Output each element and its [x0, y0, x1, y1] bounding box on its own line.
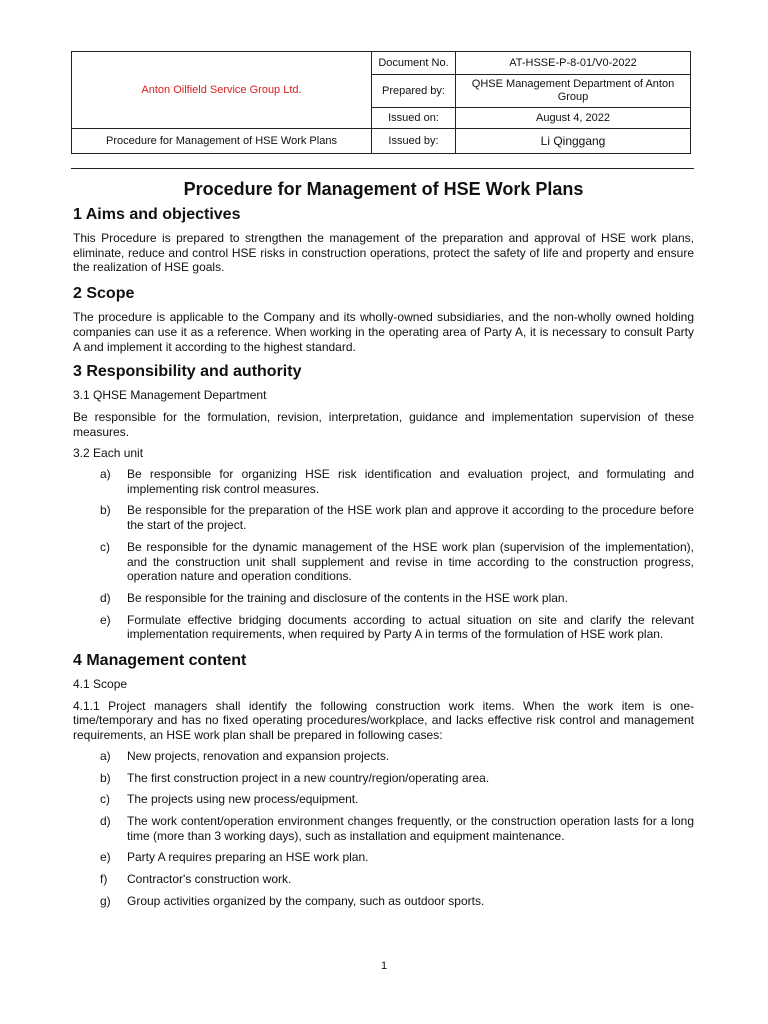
list-item — [73, 850, 694, 865]
list-text: Formulate effective bridging documents according to actual situation on site and clarify the relevant implementation requirements, when required by Party A in terms of the formulation of HSE work plan. — [127, 612, 694, 642]
document-title: Procedure for Management of HSE Work Plans — [183, 179, 584, 199]
list-item — [73, 771, 694, 786]
list-text: The first construction project in a new country/region/operating area. — [127, 770, 490, 785]
list-item — [73, 613, 694, 642]
list-text: The work content/operation environment changes frequently, or the construction operation lasts for a long time (more than 3 working days), such as installation and equipment maintenance. — [127, 813, 694, 843]
section-4-1-1-text: 4.1.1 Project managers shall identify the following construction work items. When the work item is one-time/temporary and has no fixed operating procedures/workplace, and lacks effective risk control and management requirements, an HSE work plan shall be prepared in following cases: — [73, 698, 694, 743]
list-text: Be responsible for the training and disclosure of the contents in the HSE work plan. — [127, 590, 568, 605]
list-text: New projects, renovation and expansion projects. — [127, 748, 390, 763]
document-no-label: Document No. — [372, 52, 456, 75]
issued-by-value: Li Qinggang — [456, 129, 691, 154]
list-text: Be responsible for organizing HSE risk identification and evaluation project, and formulating and implementing risk control measures. — [127, 467, 694, 496]
list-marker: a) — [100, 467, 111, 482]
list-item — [73, 792, 694, 807]
list-marker: d) — [100, 590, 111, 605]
section-3-1-heading: 3.1 QHSE Management Department — [73, 388, 267, 403]
list-text: Group activities organized by the company, such as outdoor sports. — [127, 893, 485, 908]
list-marker: a) — [100, 748, 111, 763]
section-4-heading: 4 Management content — [73, 652, 247, 670]
list-marker: c) — [100, 792, 110, 807]
list-item — [73, 749, 694, 764]
list-marker: e) — [100, 850, 111, 865]
list-text: Party A requires preparing an HSE work plan. — [127, 850, 369, 865]
issued-on-value: August 4, 2022 — [456, 108, 691, 129]
document-no-value: AT-HSSE-P-8-01/V0-2022 — [456, 52, 691, 75]
section-2-heading: 2 Scope — [73, 285, 135, 303]
document-header-table — [71, 51, 691, 154]
company-name: Anton Oilfield Service Group Ltd. — [72, 52, 372, 129]
section-2-text: The procedure is applicable to the Company and its wholly-owned subsidiaries, and the non-wholly owned holding companies can use it as a reference. When working in the operating area of Party A, it is necessary to consult Party A and implement it according to the highest standard. — [73, 310, 694, 354]
section-1-text: This Procedure is prepared to strengthen the management of the preparation and approval of HSE work plans, eliminate, reduce and control HSE risks in construction operations, protect the safety of life and property and ensure the realization of HSE goals. — [73, 231, 694, 275]
header-divider — [71, 168, 694, 169]
document-body — [73, 176, 694, 909]
list-item — [73, 872, 694, 887]
list-marker: e) — [100, 612, 111, 627]
list-marker: b) — [100, 770, 111, 785]
prepared-by-value: QHSE Management Department of Anton Group — [456, 75, 691, 108]
list-text: Be responsible for the dynamic management of the HSE work plan (supervision of the implementation), and the construction unit shall supplement and revise in time according to the construction progress, operation nature and operation conditions. — [127, 539, 694, 584]
prepared-by-label: Prepared by: — [372, 75, 456, 108]
section-4-1-heading: 4.1 Scope — [73, 677, 128, 692]
section-3-heading: 3 Responsibility and authority — [73, 363, 302, 381]
list-text: Contractor's construction work. — [127, 872, 292, 887]
list-marker: g) — [100, 893, 111, 908]
list-marker: b) — [100, 503, 111, 518]
list-item — [73, 503, 694, 532]
issued-by-label: Issued by: — [372, 129, 456, 154]
page-number: 1 — [380, 960, 388, 972]
list-marker: d) — [100, 813, 111, 828]
section-3-2-heading: 3.2 Each unit — [73, 446, 144, 461]
list-marker: f) — [100, 872, 108, 887]
section-3-1-text: Be responsible for the formulation, revision, interpretation, guidance and implementation supervision of these measures. — [73, 409, 694, 439]
section-1-heading: 1 Aims and objectives — [73, 206, 241, 223]
list-item — [73, 894, 694, 909]
section-3-2-list — [73, 467, 694, 642]
list-text: Be responsible for the preparation of the HSE work plan and approve it according to the procedure before the start of the project. — [127, 503, 694, 533]
list-marker: c) — [100, 539, 110, 554]
list-item — [73, 814, 694, 843]
list-item — [73, 467, 694, 496]
section-4-1-list — [73, 749, 694, 909]
list-item — [73, 540, 694, 584]
issued-on-label: Issued on: — [372, 108, 456, 129]
list-item — [73, 591, 694, 606]
procedure-name: Procedure for Management of HSE Work Plans — [72, 129, 372, 154]
list-text: The projects using new process/equipment. — [127, 792, 359, 807]
